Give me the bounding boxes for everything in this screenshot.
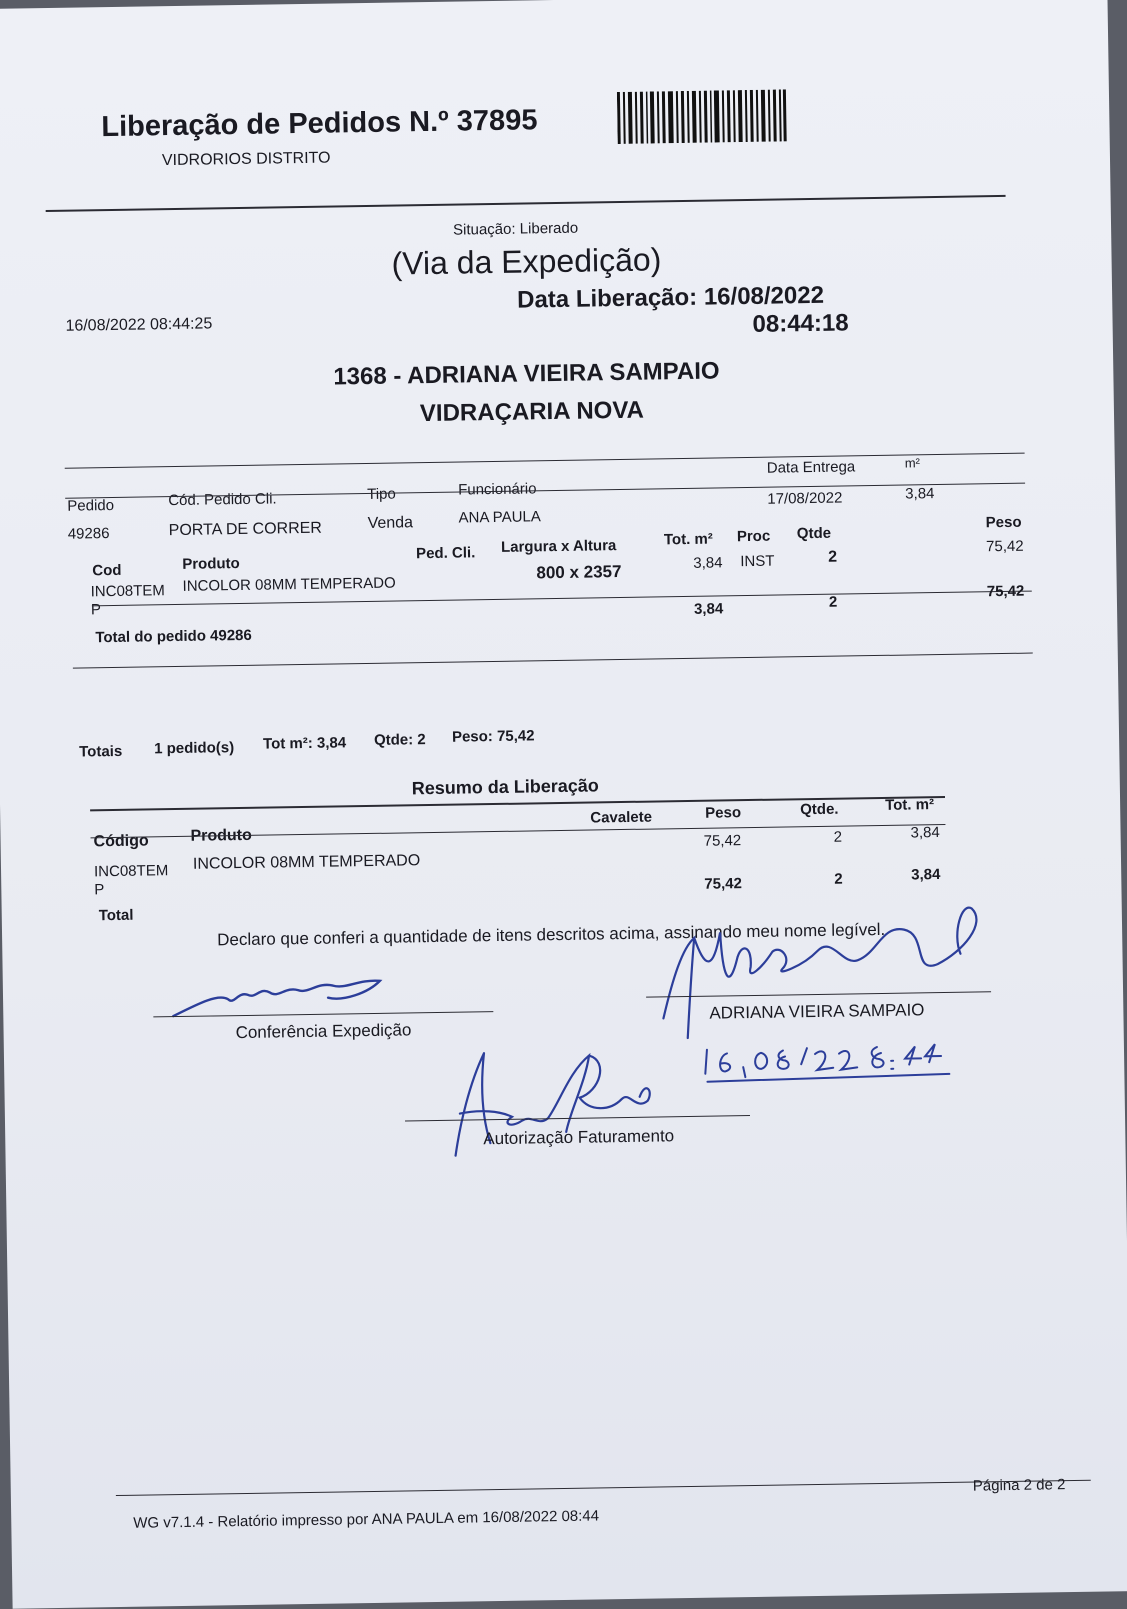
item-produto: INCOLOR 08MM TEMPERADO bbox=[182, 574, 396, 595]
declaration-text: Declaro que conferi a quantidade de itens descritos acima, assinando meu nome legível. bbox=[217, 919, 886, 950]
totals-peso: Peso: 75,42 bbox=[451, 727, 535, 746]
resumo-total-peso: 75,42 bbox=[704, 875, 743, 893]
document-title: Liberação de Pedidos N.º 37895 bbox=[101, 104, 538, 144]
item-cod-continuation: P bbox=[90, 601, 102, 619]
value-m2: 3,84 bbox=[905, 485, 935, 503]
value-data-entrega: 17/08/2022 bbox=[767, 489, 843, 508]
conferencia-label: Conferência Expedição bbox=[235, 1020, 412, 1043]
cliente-signature bbox=[642, 893, 1004, 1049]
resumo-total-label: Total bbox=[98, 906, 134, 925]
value-tipo: Venda bbox=[367, 514, 414, 532]
resumo-peso: 75,42 bbox=[703, 832, 742, 850]
item-qtde: 2 bbox=[828, 548, 838, 566]
cliente-label: ADRIANA VIEIRA SAMPAIO bbox=[709, 1000, 925, 1023]
header-cod: Cod bbox=[92, 561, 122, 580]
header-tot-m2: Tot. m² bbox=[663, 530, 713, 549]
resumo-total-qtde: 2 bbox=[834, 870, 843, 888]
item-tot-m2: 3,84 bbox=[693, 554, 723, 572]
header-largura-altura: Largura x Altura bbox=[500, 537, 617, 556]
label-pedido: Pedido bbox=[67, 496, 115, 515]
item-cod: INC08TEM bbox=[90, 582, 165, 601]
resumo-codigo-continuation: P bbox=[94, 881, 105, 899]
autorizacao-label: Autorização Faturamento bbox=[483, 1126, 675, 1149]
totals-pedidos: 1 pedido(s) bbox=[154, 739, 235, 758]
printed-timestamp: 16/08/2022 08:44:25 bbox=[65, 315, 213, 335]
totals-tot-m2: Tot m²: 3,84 bbox=[262, 734, 347, 753]
value-pedido: 49286 bbox=[67, 525, 110, 543]
resumo-header-cavalete: Cavalete bbox=[590, 808, 653, 827]
label-tipo: Tipo bbox=[367, 485, 396, 503]
subtotal-qtde: 2 bbox=[828, 593, 838, 611]
totals-qtde: Qtde: 2 bbox=[373, 731, 426, 749]
resumo-header-peso: Peso bbox=[705, 804, 742, 822]
header-divider bbox=[46, 195, 1006, 212]
resumo-header-codigo: Código bbox=[93, 832, 149, 851]
header-proc: Proc bbox=[736, 527, 771, 546]
value-cod-pedido-cli: PORTA DE CORRER bbox=[168, 519, 323, 540]
resumo-header-tot-m2: Tot. m² bbox=[884, 796, 935, 814]
client-company: VIDRAÇARIA NOVA bbox=[419, 396, 645, 428]
item-largura-altura: 800 x 2357 bbox=[536, 562, 622, 583]
resumo-total-tot-m2: 3,84 bbox=[911, 866, 941, 884]
header-peso: Peso bbox=[985, 513, 1022, 532]
release-date: Data Liberação: 16/08/2022 bbox=[516, 281, 825, 314]
subtotal-peso: 75,42 bbox=[986, 582, 1025, 601]
company-name: VIDRORIOS DISTRITO bbox=[161, 149, 331, 170]
label-cod-pedido-cli: Cód. Pedido Cli. bbox=[168, 490, 277, 510]
resumo-codigo: INC08TEM bbox=[93, 862, 169, 881]
release-time: 08:44:18 bbox=[752, 309, 849, 338]
resumo-title: Resumo da Liberação bbox=[411, 775, 599, 799]
item-peso: 75,42 bbox=[985, 537, 1024, 556]
header-qtde: Qtde bbox=[796, 524, 832, 543]
via-label: (Via da Expedição) bbox=[391, 241, 662, 282]
header-produto: Produto bbox=[182, 555, 240, 573]
footer-printed-by: WG v7.1.4 - Relatório impresso por ANA PAULA em 16/08/2022 08:44 bbox=[133, 1507, 600, 1532]
subtotal-tot-m2: 3,84 bbox=[693, 600, 724, 618]
footer-divider bbox=[116, 1480, 1091, 1496]
resumo-tot-m2: 3,84 bbox=[910, 824, 940, 842]
order-bottom-divider bbox=[73, 653, 1033, 669]
label-funcionario: Funcionário bbox=[457, 480, 537, 499]
resumo-produto: INCOLOR 08MM TEMPERADO bbox=[192, 852, 421, 873]
label-m2: m² bbox=[904, 455, 921, 471]
order-total-label: Total do pedido 49286 bbox=[95, 626, 252, 647]
status-text: Situação: Liberado bbox=[452, 219, 579, 239]
header-ped-cli: Ped. Cli. bbox=[415, 544, 476, 563]
totals-label: Totais bbox=[79, 742, 123, 761]
barcode bbox=[617, 89, 788, 144]
resumo-header-produto: Produto bbox=[190, 826, 252, 845]
order-top-divider bbox=[65, 453, 1025, 469]
footer-page-number: Página 2 de 2 bbox=[972, 1476, 1066, 1495]
resumo-qtde: 2 bbox=[833, 828, 843, 846]
resumo-header-qtde: Qtde. bbox=[800, 800, 839, 819]
label-data-entrega: Data Entrega bbox=[766, 458, 856, 477]
value-funcionario: ANA PAULA bbox=[458, 508, 541, 527]
client-name: 1368 - ADRIANA VIEIRA SAMPAIO bbox=[333, 357, 720, 391]
handwritten-date bbox=[699, 1034, 970, 1088]
item-proc: INST bbox=[740, 552, 775, 571]
